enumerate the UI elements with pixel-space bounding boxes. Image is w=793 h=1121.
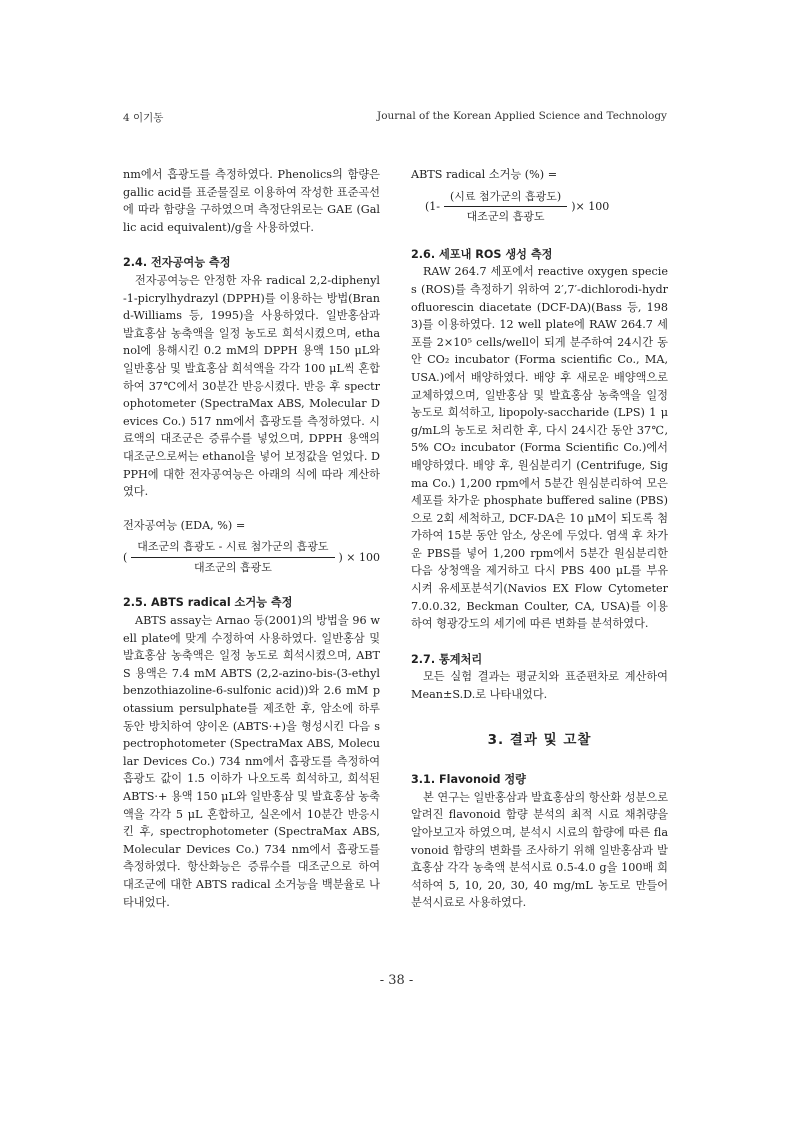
page-number: - 38 - bbox=[379, 973, 414, 988]
paragraph-2-6: RAW 264.7 세포에서 reactive oxygen species (ROS)를 측정하기 위하여 2′,7′-dichlorodi-hydrofluorescin diacetate (DCF-DA)(Bass 등, 1983)를 이용하였다. 12 well plate에 RAW 264.7 세포를 2×10⁵ cells/well이 되게 분주하여 24시간 동안 CO₂ incubator (Forma scientific Co., MA, USA.)에서 배양하였다. 배양 후 새로운 배양액으로 교체하였으며, 일반홍삼 및 발효홍삼 농축액을 일정 농도로 희석하고, lipopoly-saccharide (LPS) 1 μg/mL의 농도로 처리한 후, 다시 24시간 동안 37℃, 5% CO₂ incubator (Forma Scientific Co.)에서 배양하였다. 배양 후, 원심분리기 (Centrifuge, Sigma Co.) 1,200 rpm에서 5분간 원심분리하여 모은 세포를 차가운 phosphate buffered saline (PBS)으로 2회 세척하고, DCF-DA은 10 μM이 되도록 첨가하여 15분 동안 암소, 상온에 두었다. 염색 후 차가운 PBS를 넣어 1,200 rpm에서 5분간 원심분리한 다음 상청액을 제거하고 다시 PBS 400 μL를 부유시켜 유세포분석기(Navios EX Flow Cytometer 7.0.0.32, Beckman Coulter, CA, USA)를 이용하여 형광강도의 세기에 따른 변화를 분석하였다. bbox=[411, 265, 668, 631]
left-column bbox=[123, 166, 380, 911]
abts-denominator: 대조군의 흡광도 bbox=[466, 210, 545, 224]
paragraph-2-5: ABTS assay는 Arnao 등(2001)의 방법을 96 well plate에 맞게 수정하여 사용하였다. 일반홍삼 및 발효홍삼 농축액은 일정 농도로 희석시켰으며, ABTS 용액은 7.4 mM ABTS (2,2-azino-bis-(3-ethylbenzothiazoline-6-sulfonic acid))와 2.6 mM potassium persulphate를 제조한 후, 암소에 하루 동안 방치하여 양이온 (ABTS·+)을 형성시킨 다음 spectrophotometer (SpectraMax ABS, Molecular Devices Co.) 734 nm에서 흡광도를 측정하여 흡광도 값이 1.5 이하가 나오도록 희석하고, 희석된 ABTS·+ 용액 150 μL와 일반홍삼 및 발효홍삼 농축액을 각각 5 μL 혼합하고, 실온에서 10분간 반응시킨 후, spectrophotometer (SpectraMax ABS, Molecular Devices Co.) 734 nm에서 흡광도를 측정하였다. 항산화능은 증류수를 대조군으로 하여 대조군에 대한 ABTS radical 소거능을 백분율로 나타내었다. bbox=[123, 614, 380, 909]
eda-tail: ) × 100 bbox=[338, 550, 381, 564]
running-header-journal: Journal of the Korean Applied Science and Technology bbox=[377, 110, 667, 122]
heading-2-5: 2.5. ABTS radical 소거능 측정 bbox=[123, 596, 293, 610]
abts-formula-label: ABTS radical 소거능 (%) = bbox=[411, 168, 558, 181]
paragraph-2-7: 모든 실험 결과는 평균치와 표준편차로 계산하여 Mean±S.D.로 나타내었다. bbox=[411, 670, 668, 702]
abts-formula bbox=[425, 188, 668, 226]
heading-2-6: 2.6. 세포내 ROS 생성 측정 bbox=[411, 247, 553, 261]
eda-open: ( bbox=[123, 550, 128, 564]
heading-3-1: 3.1. Flavonoid 정량 bbox=[411, 773, 526, 787]
eda-denominator: 대조군의 흡광도 bbox=[193, 560, 272, 574]
right-column bbox=[411, 166, 668, 912]
paragraph-2-4: 전자공여능은 안정한 자유 radical 2,2-diphenyl-1-picrylhydrazyl (DPPH)를 이용하는 방법(Brand-Williams 등, 1995)을 사용하였다. 일반홍삼과 발효홍삼 농축액을 일정 농도로 희석시켰으며, ethanol에 용해시킨 0.2 mM의 DPPH 용액 150 μL와 일반홍삼 및 발효홍삼 희석액을 각각 100 μL씩 혼합하여 37℃에서 30분간 반응시켰다. 반응 후 spectrophotometer (SpectraMax ABS, Molecular Devices Co.) 517 nm에서 흡광도를 측정하였다. 시료액의 대조군은 증류수를 넣었으며, DPPH 용액의 대조군으로써는 ethanol을 넣어 보정값을 얻었다. DPPH에 대한 전자공여능은 아래의 식에 따라 계산하였다. bbox=[123, 273, 380, 499]
paragraph-phenolics: nm에서 흡광도를 측정하였다. Phenolics의 함량은 gallic acid를 표준물질로 이용하여 작성한 표준곡선에 따라 함량을 구하였으며 측정단위로는 GAE (Gallic acid equivalent)/g을 사용하였다. bbox=[123, 168, 380, 234]
section-heading-3: 3. 결과 및 고찰 bbox=[487, 731, 592, 748]
eda-formula bbox=[123, 538, 380, 576]
eda-formula-label: 전자공여능 (EDA, %) = bbox=[123, 518, 246, 532]
heading-2-4: 2.4. 전자공여능 측정 bbox=[123, 256, 231, 270]
heading-2-7: 2.7. 통계처리 bbox=[411, 652, 483, 666]
paragraph-3-1: 본 연구는 일반홍삼과 발효홍삼의 항산화 성분으로 알려진 flavonoid 함량 분석의 최적 시료 채취량을 알아보고자 하였으며, 분석시 시료의 함량에 따른 flavonoid 함량의 변화를 조사하기 위해 일반홍삼과 발효홍삼 각각 농축액 분석시료 0.5-4.0 g을 100배 희석하여 5, 10, 20, 30, 40 mg/mL 농도로 만들어 분석시료로 사용하였다. bbox=[411, 790, 668, 910]
abts-numerator: (시료 첨가군의 흡광도) bbox=[444, 188, 567, 208]
abts-tail: )× 100 bbox=[571, 199, 610, 213]
eda-numerator: 대조군의 흡광도 - 시료 첨가군의 흡광도 bbox=[131, 538, 334, 558]
running-header-page-author: 4 이기동 bbox=[123, 112, 164, 124]
abts-open: (1- bbox=[425, 199, 441, 213]
